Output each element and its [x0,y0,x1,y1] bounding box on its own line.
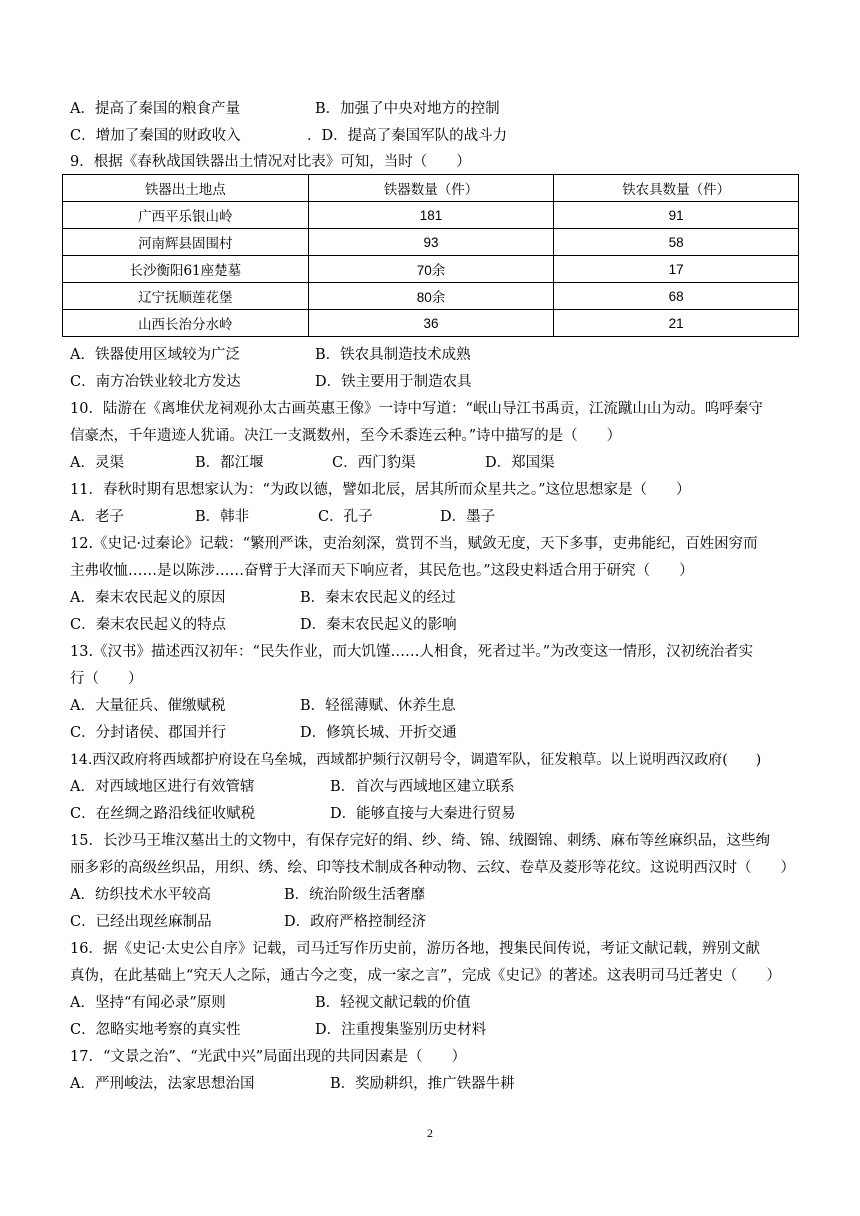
table-cell-iron-count: 181 [308,202,554,229]
q8-option-a: A．提高了秦国的粮食产量 [70,101,240,117]
q16-stem-line1: 16．据《史记·太史公自序》记载，司马迁写作历史前，游历各地，搜集民间传说，考证文献记载，辨别文献 [70,941,761,957]
q10-option-d: D．郑国渠 [485,455,555,471]
q16-option-b: B．轻视文献记载的价值 [315,995,471,1011]
q14-option-a: A．对西域地区进行有效管辖 [70,779,255,795]
table-cell-location: 河南辉县固围村 [63,229,309,256]
q15-option-a: A．纺织技术水平较高 [70,887,211,903]
q12-option-a: A．秦末农民起义的原因 [70,590,226,606]
q10-stem-line2: 信豪杰，千年遗迹人犹诵。决江一支溉数州，至今禾黍连云种。”诗中描写的是（ ） [70,428,622,444]
table-cell-farm-tool-count: 58 [554,229,799,256]
q8-option-c: C．增加了秦国的财政收入 [70,128,241,144]
q16-option-c: C．忽略实地考察的真实性 [70,1022,241,1038]
table-cell-iron-count: 70余 [308,256,554,283]
q9-options-row2 [70,373,472,391]
q9-option-d: D．铁主要用于制造农具 [315,374,472,390]
q10-options [70,454,555,472]
q15-options-row2 [70,913,427,931]
q13-option-c: C．分封诸侯、郡国并行 [70,725,227,741]
table-cell-location: 辽宁抚顺莲花堡 [63,283,309,310]
q16-option-d: D．注重搜集鉴别历史材料 [315,1022,487,1038]
q8-options-row1 [70,100,500,118]
q12-stem-line1: 12.《史记·过秦论》记载：“繁刑严诛，吏治刻深，赏罚不当，赋敛无度，天下多事，吏弗能纪，百姓困穷而 [70,536,758,552]
q16-options-row1 [70,994,471,1012]
q12-stem-line2: 主弗收恤……是以陈涉……奋臂于大泽而天下响应者，其民危也。”这段史料适合用于研究（ ） [70,563,694,579]
table-row [63,256,799,283]
table-row [63,229,799,256]
table-row [63,283,799,310]
q12-options-row2 [70,616,457,634]
q12-option-c: C．秦末农民起义的特点 [70,617,227,633]
table-row [63,202,799,229]
q15-option-c: C．已经出现丝麻制品 [70,914,212,930]
table-cell-iron-count: 93 [308,229,554,256]
q17-stem: 17．“文景之治”、“光武中兴”局面出现的共同因素是（ ） [70,1049,467,1065]
q9-option-c: C．南方冶铁业较北方发达 [70,374,241,390]
table-row [63,310,799,337]
q11-option-b: B．韩非 [195,509,250,525]
table-header-location: 铁器出土地点 [63,175,309,202]
q13-stem-line2: 行（ ） [70,671,143,687]
q16-stem-line2: 真伪，在此基础上“究天人之际，通古今之变，成一家之言”，完成《史记》的著述。这表明司马迁著史（ ） [70,968,781,984]
table-cell-iron-count: 80余 [308,283,554,310]
q9-stem: 9．根据《春秋战国铁器出土情况对比表》可知，当时（ ） [70,154,471,170]
q13-stem-line1: 13.《汉书》描述西汉初年：“民失作业，而大饥馑……人相食，死者过半。”为改变这一情形，汉初统治者实 [70,644,754,660]
table-header-farm-tool-count: 铁农具数量（件） [554,175,799,202]
q14-option-d: D．能够直接与大秦进行贸易 [330,806,516,822]
q8-option-d: ．D．提高了秦国军队的战斗力 [307,128,508,144]
q11-option-c: C．孔子 [318,509,373,525]
table-cell-farm-tool-count: 68 [554,283,799,310]
q13-option-d: D．修筑长城、开折交通 [300,725,457,741]
q10-option-b: B．都江堰 [195,455,264,471]
q10-option-c: C．西门豹渠 [332,455,416,471]
q9-option-a: A．铁器使用区域较为广泛 [70,347,240,363]
q8-option-b: B．加强了中央对地方的控制 [315,101,500,117]
q14-stem: 14.西汉政府将西域都护府设在乌垒城，西域都护频行汉朝号令，调遣军队，征发粮草。以上说明西汉政府( ) [70,752,762,768]
q16-option-a: A．坚持“有闻必录”原则 [70,995,226,1011]
q17-option-a: A．严刑峻法，法家思想治国 [70,1076,255,1092]
page-number: 2 [427,1126,433,1140]
table-header-iron-count: 铁器数量（件） [308,175,554,202]
q12-option-d: D．秦末农民起义的影响 [300,617,457,633]
q16-options-row2 [70,1021,487,1039]
q14-options-row1 [70,778,515,796]
q11-options [70,508,496,526]
table-cell-farm-tool-count: 17 [554,256,799,283]
table-cell-location: 山西长治分水岭 [63,310,309,337]
q15-stem-line1: 15．长沙马王堆汉墓出土的文物中，有保存完好的绢、纱、绮、锦、绒圈锦、刺绣、麻布等丝麻织品，这些绚 [70,833,770,849]
q15-stem-line2: 丽多彩的高级丝织品，用织、绣、绘、印等技术制成各种动物、云纹、卷草及菱形等花纹。这说明西汉时（ ） [70,860,795,876]
q14-option-b: B．首次与西域地区建立联系 [330,779,515,795]
table-cell-iron-count: 36 [308,310,554,337]
iron-artifacts-table [62,174,799,337]
q13-option-b: B．轻徭薄赋、休养生息 [300,698,456,714]
table-cell-location: 长沙衡阳61座楚墓 [63,256,309,283]
q15-options-row1 [70,886,426,904]
q12-option-b: B．秦末农民起义的经过 [300,590,456,606]
q12-options-row1 [70,589,456,607]
q9-options-row1 [70,346,471,364]
q14-option-c: C．在丝绸之路沿线征收赋税 [70,806,256,822]
table-cell-location: 广西平乐银山岭 [63,202,309,229]
table-cell-farm-tool-count: 91 [554,202,799,229]
q17-options-row1 [70,1075,515,1093]
table-header-row [63,175,799,202]
q15-option-d: D．政府严格控制经济 [284,914,427,930]
table-cell-farm-tool-count: 21 [554,310,799,337]
q8-options-row2 [70,127,508,145]
q13-option-a: A．大量征兵、催缴赋税 [70,698,226,714]
q9-option-b: B．铁农具制造技术成熟 [315,347,471,363]
q11-option-a: A．老子 [70,509,124,525]
q10-stem-line1: 10．陆游在《离堆伏龙祠观孙太古画英惠王像》一诗中写道：“岷山导江书禹贡，江流蹴山山为动。呜呼秦守 [70,401,763,417]
q13-options-row2 [70,724,457,742]
q17-option-b: B．奖励耕织，推广铁器牛耕 [330,1076,515,1092]
q15-option-b: B．统治阶级生活奢靡 [284,887,426,903]
q11-stem: 11．春秋时期有思想家认为：“为政以德，譬如北辰，居其所而众星共之。”这位思想家是（ ） [70,482,691,498]
q11-option-d: D．墨子 [440,509,496,525]
q13-options-row1 [70,697,456,715]
q10-option-a: A．灵渠 [70,455,124,471]
q14-options-row2 [70,805,516,823]
